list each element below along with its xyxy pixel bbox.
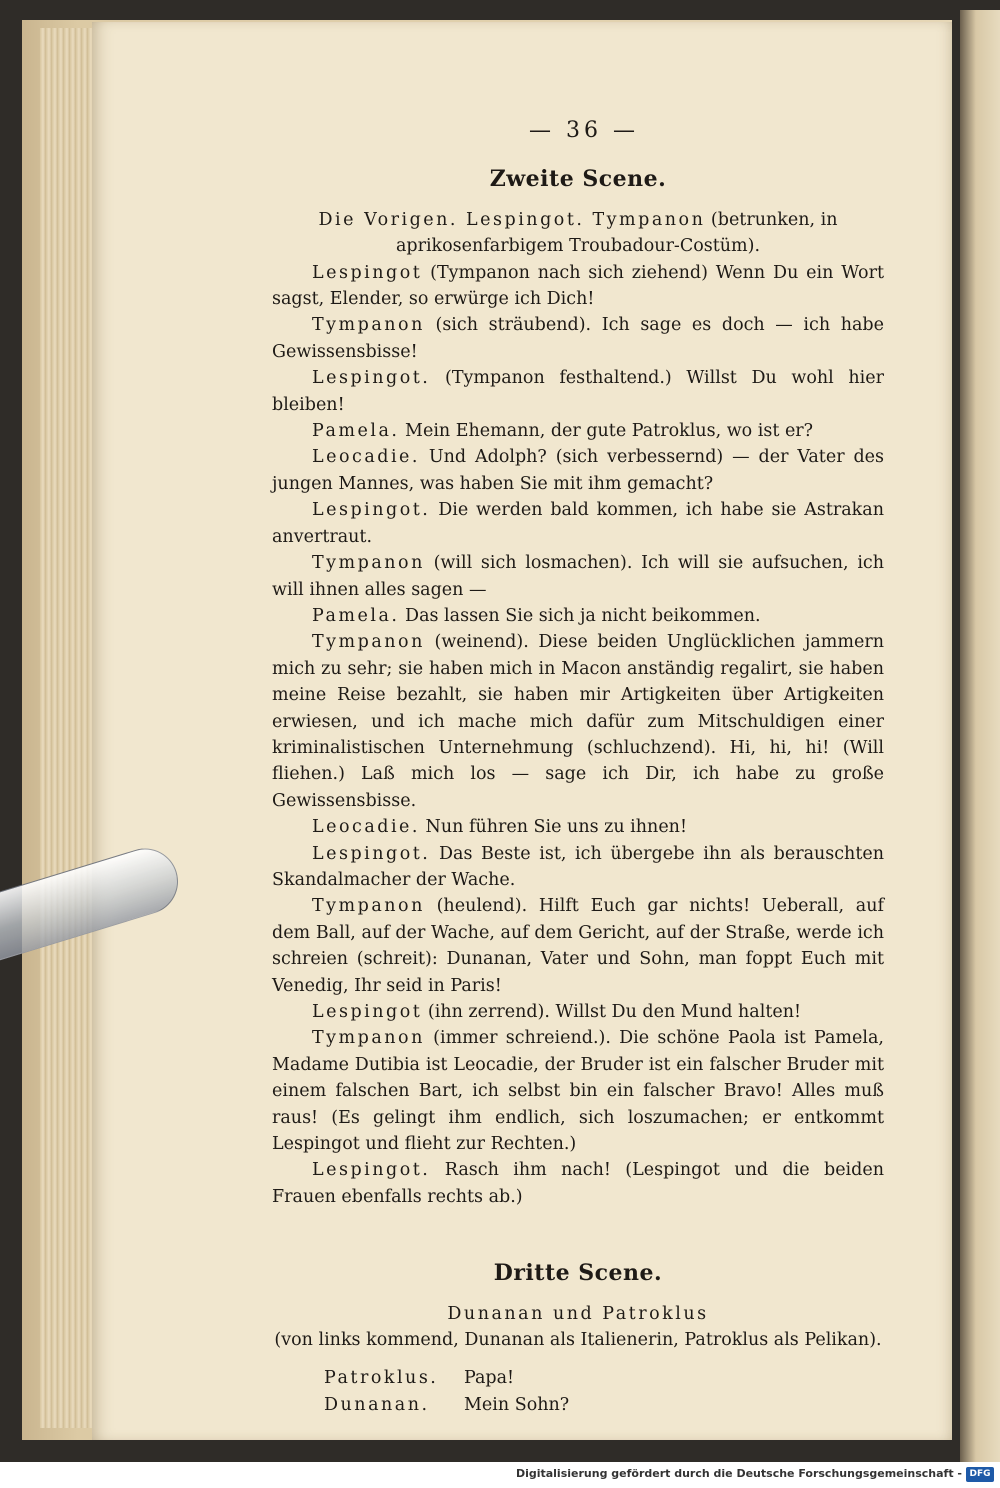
line-text: Rasch ihm nach! (Lespingot und die beiden Frauen ebenfalls rechts ab.) xyxy=(272,1160,884,1207)
speaker-name: Leocadie. xyxy=(312,447,420,468)
funding-credit: Digitalisierung gefördert durch die Deutsche Forschungsgemeinschaft - xyxy=(515,1467,962,1480)
speaker-name: Tympanon xyxy=(312,1028,425,1049)
speaker-name: Lespingot. xyxy=(312,1160,431,1181)
line-text: (ihn zerrend). Willst Du den Mund halten! xyxy=(427,1002,802,1022)
line-text: (will sich losmachen). Ich will sie aufsuchen, ich will ihnen alles sagen — xyxy=(272,553,884,600)
scene-3-speakers xyxy=(272,1301,884,1327)
line-text: Mein Ehemann, der gute Patroklus, wo ist er? xyxy=(405,421,814,442)
speaker-name: Leocadie. xyxy=(312,817,420,838)
speaker-name: Tympanon xyxy=(312,315,425,336)
scene-3-intro-note: (von links kommend, Dunanan als Italienerin, Patroklus als Pelikan). xyxy=(274,1330,882,1351)
line-text: Das Beste ist, ich übergebe ihn als berauschten Skandalmacher der Wache. xyxy=(272,843,884,890)
speaker-name: Tympanon xyxy=(312,553,425,574)
line-text: Nun führen Sie uns zu ihnen! xyxy=(425,817,687,838)
dialogue-block xyxy=(272,260,884,1211)
speaker-name: Tympanon xyxy=(312,632,425,653)
dialogue-line xyxy=(272,629,884,814)
dialogue-line xyxy=(272,603,884,629)
line-text: Das lassen Sie sich ja nicht beikommen. xyxy=(405,605,761,626)
page-number: — 36 — xyxy=(529,118,639,143)
line-text: (Tympanon festhaltend.) Willst Du wohl hier bleiben! xyxy=(272,368,884,415)
dialogue-line xyxy=(272,841,884,894)
dialogue-line xyxy=(272,365,884,418)
line-text: (weinend). Diese beiden Unglücklichen jammern mich zu sehr; sie haben mich in Macon anständig regalirt, sie haben meine Reise bezahlt, sie haben mir Artigkeiten über Artigkeiten erwiesen, und ich mache mich dafür zum Mitschuldigen einer kriminalistischen Unternehmung (schluchzend). Hi, hi, hi! (Will fliehen.) Laß mich los — sage ich Dir, ich habe zu große Gewissensbisse. xyxy=(272,632,884,811)
speaker-name: Dunanan. xyxy=(324,1394,430,1415)
dialogue-line xyxy=(272,260,884,313)
scene-2-intro-note: (betrunken, in aprikosenfarbigem Troubadour-Costüm). xyxy=(395,209,838,257)
dialogue-line xyxy=(272,1157,884,1210)
line-text: (heulend). Hilft Euch gar nichts! Ueberall, auf dem Ball, auf der Wache, auf dem Gericht, auf der Straße, werde ich schreien (schreit): Dunanan, Vater und Sohn, man foppt Euch mit Venedig, Ihr seid in Paris! xyxy=(272,896,884,996)
scene-3-lines xyxy=(324,1365,884,1418)
dialogue-line xyxy=(272,497,884,550)
page-content xyxy=(272,118,884,1418)
facing-page-edge xyxy=(960,10,1000,1462)
scene-3-intro-speakers: Dunanan und Patroklus xyxy=(447,1303,709,1324)
speaker-name: Lespingot. xyxy=(312,368,431,389)
scene-2-title: Zweite Scene. xyxy=(489,166,667,193)
speaker-name: Lespingot xyxy=(312,262,423,283)
dfg-logo-icon: DFG xyxy=(966,1467,994,1482)
line-text: (Tympanon nach sich ziehend) Wenn Du ein Wort sagst, Elender, so erwürge ich Dich! xyxy=(272,262,884,310)
speaker-name: Lespingot xyxy=(312,1002,423,1022)
dialogue-line xyxy=(272,550,884,603)
dialogue-line xyxy=(272,999,884,1025)
line-text: Und Adolph? (sich verbessernd) — der Vater des jungen Mannes, was haben Sie mit ihm gemacht? xyxy=(272,447,884,494)
dialogue-line xyxy=(272,444,884,497)
speaker-name: Pamela. xyxy=(312,605,400,626)
line-text: (sich sträubend). Ich sage es doch — ich habe Gewissensbisse! xyxy=(272,315,884,362)
line-text: Mein Sohn? xyxy=(464,1394,570,1415)
line-text: Die werden bald kommen, ich habe sie Astrakan anvertraut. xyxy=(272,500,884,547)
speaker-name: Patroklus. xyxy=(324,1368,439,1389)
dialogue-line xyxy=(272,312,884,365)
scene-gap xyxy=(272,1210,884,1254)
page-edges xyxy=(40,28,100,1428)
scene-2-intro-speakers: Die Vorigen. Lespingot. Tympanon xyxy=(318,209,706,230)
line-text: Papa! xyxy=(464,1368,515,1389)
scene-2-intro xyxy=(272,207,884,260)
dialogue-line xyxy=(272,814,884,840)
dialogue-line xyxy=(272,893,884,999)
line-text: (immer schreiend.). Die schöne Paola ist Pamela, Madame Dutibia ist Leocadie, der Bruder ist ein falscher Bruder mit einem falschen Bart, ich selbst bin ein falscher Bravo! Alles muß raus! (Es gelingt ihm endlich, sich loszumachen; er entkommt Lespingot und flieht zur Rechten.) xyxy=(272,1028,884,1155)
dialogue-line xyxy=(324,1392,884,1418)
dialogue-line xyxy=(272,1025,884,1157)
scene-3-title: Dritte Scene. xyxy=(493,1260,663,1287)
dialogue-line xyxy=(272,418,884,444)
footer-bar xyxy=(0,1462,1000,1488)
speaker-name: Pamela. xyxy=(312,421,400,442)
speaker-name: Lespingot. xyxy=(312,500,431,521)
speaker-name: Lespingot. xyxy=(312,843,431,864)
dialogue-line xyxy=(324,1365,884,1391)
speaker-name: Tympanon xyxy=(312,896,425,917)
